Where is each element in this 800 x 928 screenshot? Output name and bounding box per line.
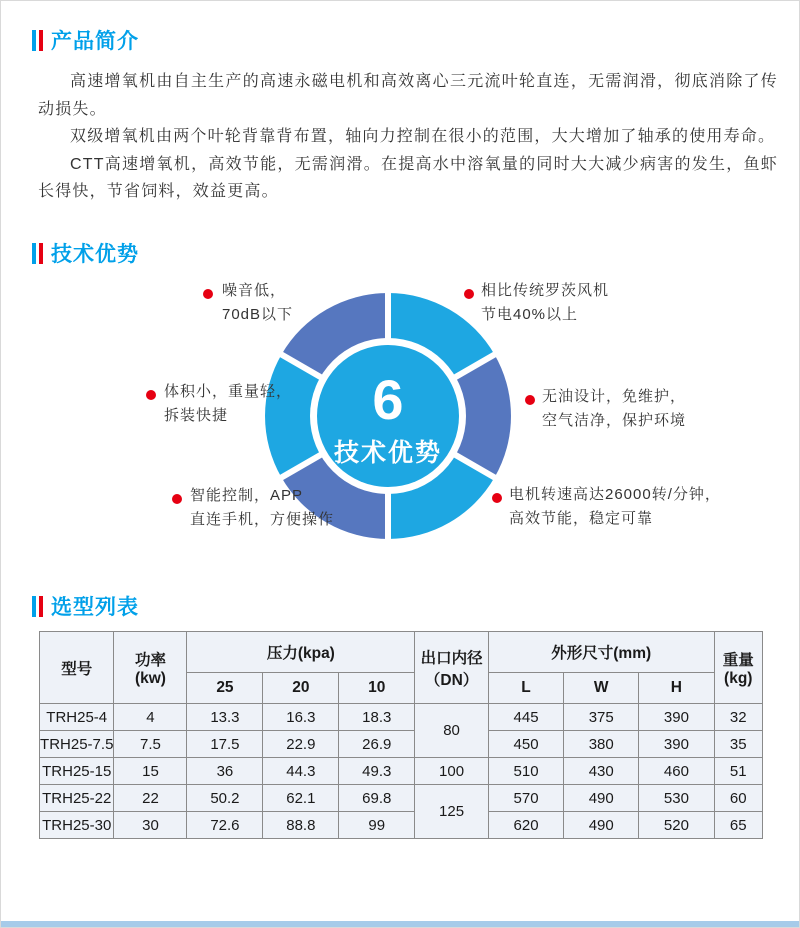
advantage-item-high-rpm: 电机转速高达26000转/分钟， 高效节能，稳定可靠 xyxy=(509,486,721,527)
table-row xyxy=(40,785,763,812)
title-accent-bar-blue xyxy=(32,596,36,617)
cell-weight: 60 xyxy=(714,785,763,812)
cell-W: 490 xyxy=(564,785,639,812)
col-header-pressure: 压力(kpa) xyxy=(187,632,415,673)
bottom-accent-bar xyxy=(1,921,799,927)
title-accent-bar-red xyxy=(39,30,43,51)
col-header-p25: 25 xyxy=(187,673,263,704)
col-header-W: W xyxy=(564,673,639,704)
cell-L: 570 xyxy=(488,785,563,812)
title-accent-bar-red xyxy=(39,596,43,617)
col-header-p10: 10 xyxy=(339,673,415,704)
intro-paragraphs xyxy=(38,68,778,206)
table-row xyxy=(40,758,763,785)
cell-model: TRH25-7.5 xyxy=(40,731,114,758)
intro-section-title xyxy=(32,28,139,52)
cell-weight: 51 xyxy=(714,758,763,785)
intro-paragraph-3: CTT高速增氧机，高效节能，无需润滑。在提高水中溶氧量的同时大大减少病害的发生，鱼虾长得快，节省饲料，效益更高。 xyxy=(38,155,778,200)
donut-center-number: 6 xyxy=(372,368,404,431)
cell-p20: 16.3 xyxy=(263,704,339,731)
table-row xyxy=(40,704,763,731)
bullet-dot-icon xyxy=(464,289,474,299)
cell-model: TRH25-22 xyxy=(40,785,114,812)
advantage-item-compact: 体积小，重量轻， 拆装快捷 xyxy=(164,383,293,424)
col-header-p20: 20 xyxy=(263,673,339,704)
table-row xyxy=(40,812,763,839)
cell-p20: 44.3 xyxy=(263,758,339,785)
cell-p25: 50.2 xyxy=(187,785,263,812)
cell-L: 450 xyxy=(488,731,563,758)
cell-H: 520 xyxy=(639,812,714,839)
cell-p25: 17.5 xyxy=(187,731,263,758)
advantage-item-smart-app: 智能控制，APP 直连手机，方便操作 xyxy=(190,487,335,528)
col-header-dimensions: 外形尺寸(mm) xyxy=(488,632,714,673)
cell-H: 460 xyxy=(639,758,714,785)
donut-center-label: 技术优势 xyxy=(333,439,443,467)
cell-weight: 65 xyxy=(714,812,763,839)
intro-paragraph-2: 双级增氧机由两个叶轮背靠背布置，轴向力控制在很小的范围，大大增加了轴承的使用寿命。 xyxy=(70,128,776,145)
cell-H: 390 xyxy=(639,704,714,731)
cell-weight: 35 xyxy=(714,731,763,758)
col-header-model: 型号 xyxy=(40,632,114,704)
cell-dn-merged: 125 xyxy=(415,785,489,839)
cell-power: 4 xyxy=(114,704,187,731)
intro-paragraph-1: 高速增氧机由自主生产的高速永磁电机和高效离心三元流叶轮直连，无需润滑，彻底消除了传动损失。 xyxy=(38,73,778,118)
cell-power: 15 xyxy=(114,758,187,785)
cell-dn: 100 xyxy=(415,758,489,785)
advantages-diagram xyxy=(1,269,800,569)
cell-W: 490 xyxy=(564,812,639,839)
cell-p25: 36 xyxy=(187,758,263,785)
col-header-outlet: 出口内径 （DN） xyxy=(415,632,489,704)
cell-L: 510 xyxy=(488,758,563,785)
col-header-power: 功率 (kw) xyxy=(114,632,187,704)
advantage-item-noise: 噪音低， 70dB以下 xyxy=(222,282,294,323)
cell-p10: 69.8 xyxy=(339,785,415,812)
cell-H: 530 xyxy=(639,785,714,812)
cell-power: 30 xyxy=(114,812,187,839)
cell-H: 390 xyxy=(639,731,714,758)
table-row xyxy=(40,731,763,758)
cell-dn-merged: 80 xyxy=(415,704,489,758)
col-header-H: H xyxy=(639,673,714,704)
advantages-section-title xyxy=(32,241,139,265)
bullet-dot-icon xyxy=(172,494,182,504)
cell-model: TRH25-15 xyxy=(40,758,114,785)
cell-power: 22 xyxy=(114,785,187,812)
col-header-weight: 重量 (kg) xyxy=(714,632,763,704)
cell-p10: 18.3 xyxy=(339,704,415,731)
cell-weight: 32 xyxy=(714,704,763,731)
cell-power: 7.5 xyxy=(114,731,187,758)
cell-p20: 88.8 xyxy=(263,812,339,839)
cell-p20: 62.1 xyxy=(263,785,339,812)
title-accent-bar-red xyxy=(39,243,43,264)
bullet-dot-icon xyxy=(146,390,156,400)
cell-W: 380 xyxy=(564,731,639,758)
col-header-L: L xyxy=(488,673,563,704)
advantages-title-text: 技术优势 xyxy=(51,243,139,266)
intro-title-text: 产品简介 xyxy=(51,30,139,53)
cell-W: 375 xyxy=(564,704,639,731)
title-accent-bar-blue xyxy=(32,30,36,51)
bullet-dot-icon xyxy=(525,395,535,405)
selection-title-text: 选型列表 xyxy=(51,596,139,619)
bullet-dot-icon xyxy=(492,493,502,503)
cell-p10: 26.9 xyxy=(339,731,415,758)
cell-W: 430 xyxy=(564,758,639,785)
cell-p20: 22.9 xyxy=(263,731,339,758)
selection-table xyxy=(39,631,763,839)
selection-section-title xyxy=(32,594,139,618)
advantage-item-power-saving: 相比传统罗茨风机 节电40%以上 xyxy=(481,282,610,323)
cell-p10: 99 xyxy=(339,812,415,839)
bullet-dot-icon xyxy=(203,289,213,299)
cell-L: 620 xyxy=(488,812,563,839)
cell-model: TRH25-30 xyxy=(40,812,114,839)
cell-p25: 72.6 xyxy=(187,812,263,839)
cell-L: 445 xyxy=(488,704,563,731)
cell-p10: 49.3 xyxy=(339,758,415,785)
cell-model: TRH25-4 xyxy=(40,704,114,731)
title-accent-bar-blue xyxy=(32,243,36,264)
cell-p25: 13.3 xyxy=(187,704,263,731)
advantage-item-oil-free: 无油设计，免维护， 空气洁净，保护环境 xyxy=(542,388,687,429)
